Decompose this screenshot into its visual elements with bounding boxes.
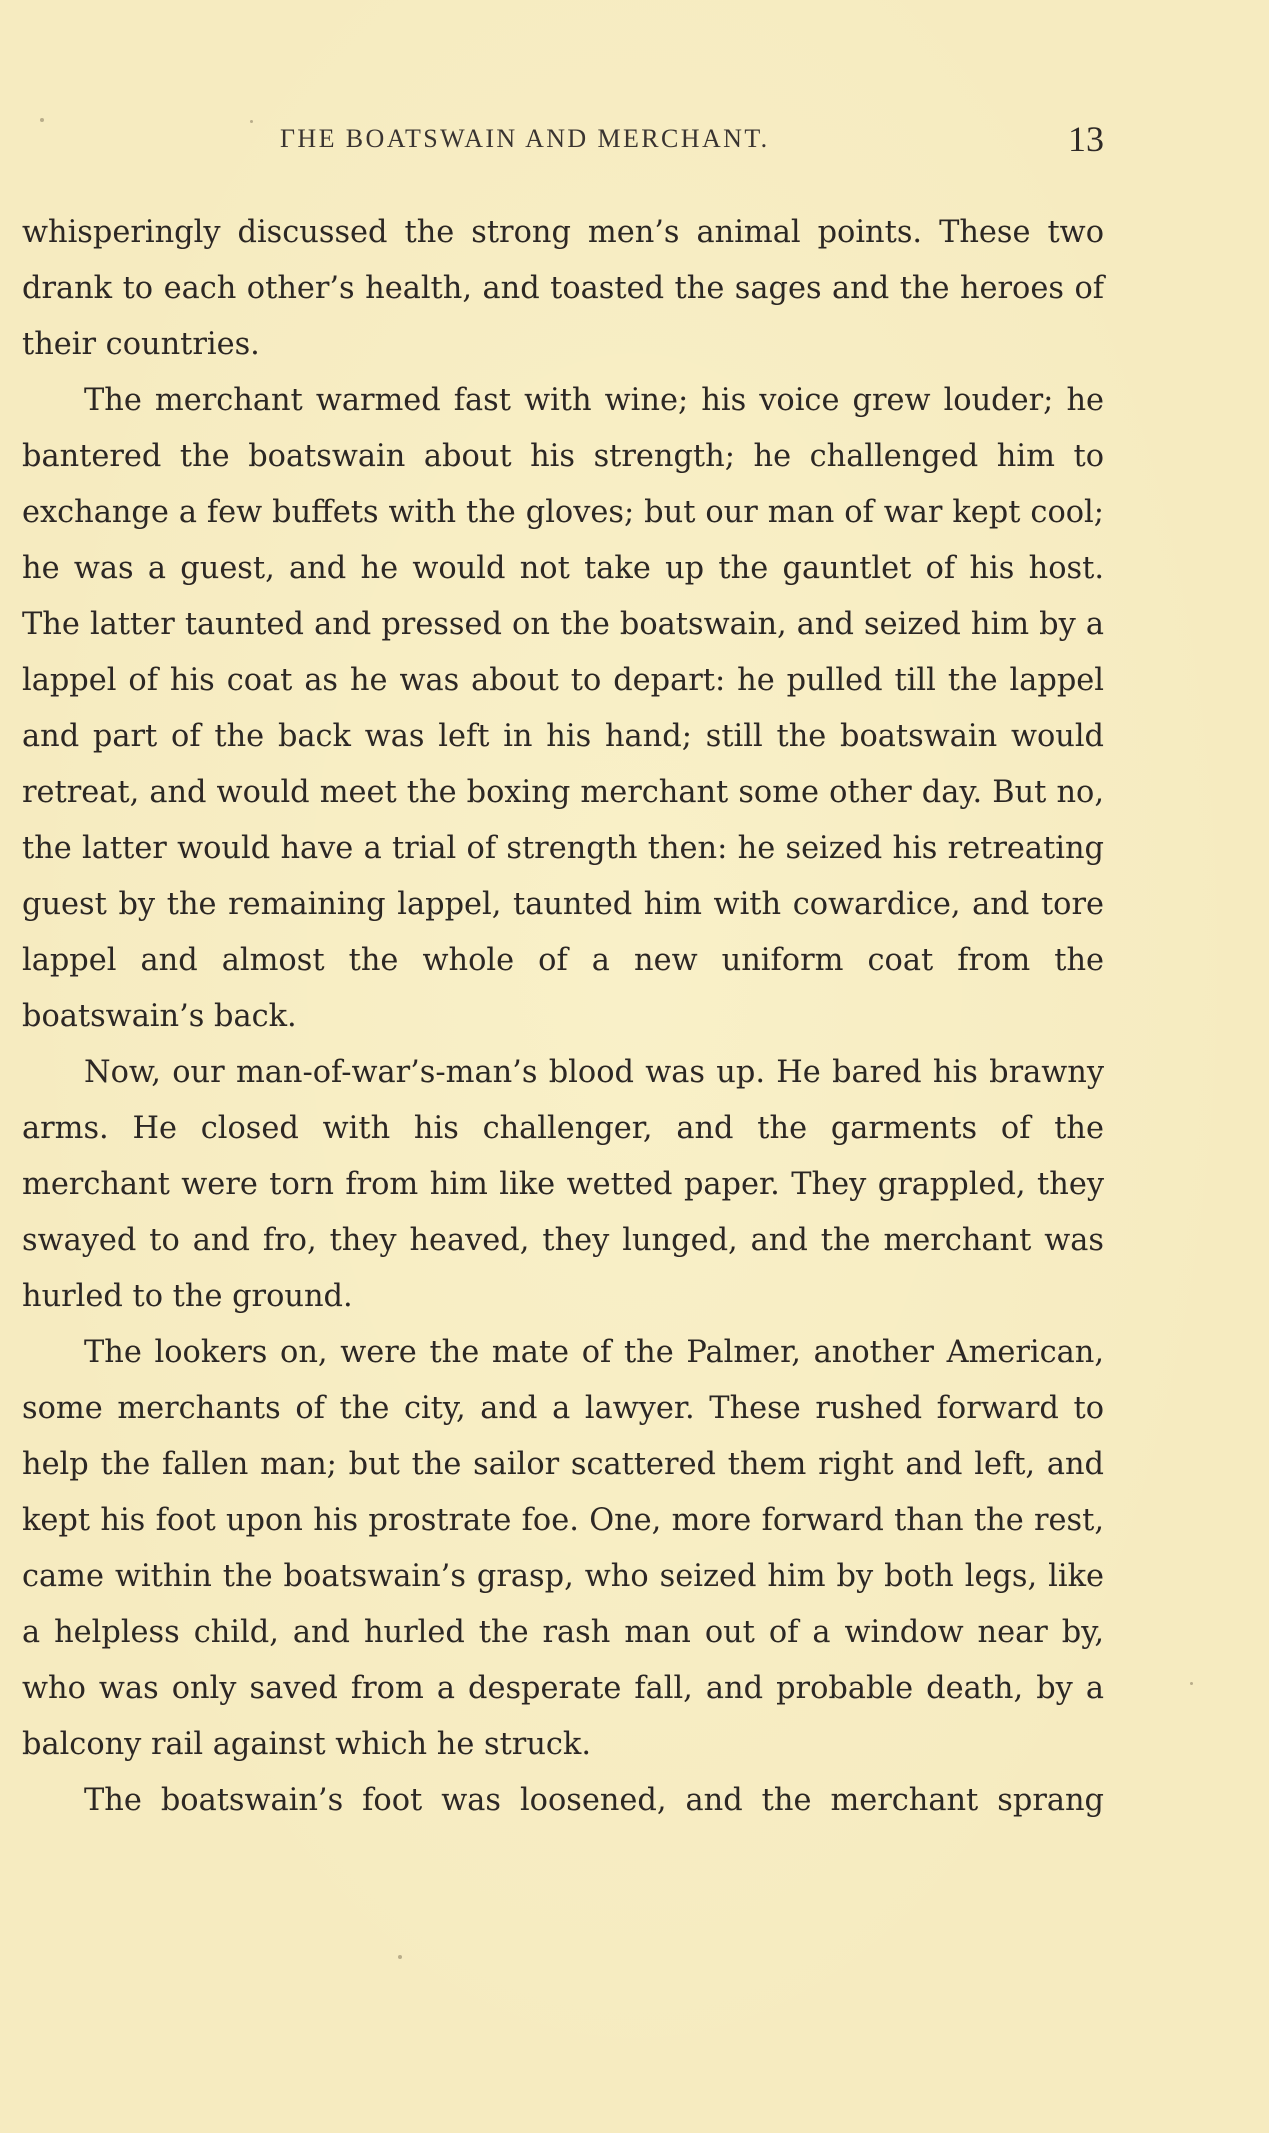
paragraph: Now, our man-of-war’s-man’s blood was up. He bared his brawny arms. He closed with his challenger, and the garments of the merchant were torn from him like wetted paper. They grappled, they swayed to and fro, they heaved, they lunged, and the merchant was hurled to the ground. bbox=[22, 1055, 1104, 1314]
paper-speck bbox=[1190, 1682, 1193, 1685]
paragraph-continued: whisperingly discussed the strong men’s animal points. These two drank to each other’s health, and toasted the sages and the heroes of their countries. bbox=[22, 215, 1104, 362]
paper-speck bbox=[398, 1955, 402, 1959]
body-text bbox=[22, 205, 1104, 1829]
paper-speck bbox=[40, 118, 44, 122]
running-title: ГHE BOATSWAIN AND MERCHANT. bbox=[280, 124, 770, 153]
paragraph: The merchant warmed fast with wine; his voice grew louder; he bantered the boatswain about his strength; he challenged him to exchange a few buffets with the gloves; but our man of war kept cool; he was a guest, and he would not take up the gauntlet of his host. The latter taunted and pressed on the boatswain, and seized him by a lappel of his coat as he was about to depart: he pulled till the lappel and part of the back was left in his hand; still the boatswain would retreat, and would meet the boxing merchant some other day. But no, the latter would have a trial of strength then: he seized his retreating guest by the remaining lappel, taunted him with cowardice, and tore lappel and almost the whole of a new uniform coat from the boatswain’s back. bbox=[22, 383, 1104, 1034]
page-number: 13 bbox=[1068, 119, 1104, 159]
paper-speck bbox=[250, 120, 253, 123]
running-head bbox=[22, 118, 1104, 166]
paragraph-truncated: The boatswain’s foot was loosened, and the merchant sprang bbox=[84, 1783, 1104, 1818]
paragraph: The lookers on, were the mate of the Palmer, another American, some merchants of the city, and a lawyer. These rushed forward to help the fallen man; but the sailor scattered them right and left, and kept his foot upon his prostrate foe. One, more forward than the rest, came within the boatswain’s grasp, who seized him by both legs, like a helpless child, and hurled the rash man out of a window near by, who was only saved from a desperate fall, and probable death, by a balcony rail against which he struck. bbox=[22, 1335, 1104, 1762]
